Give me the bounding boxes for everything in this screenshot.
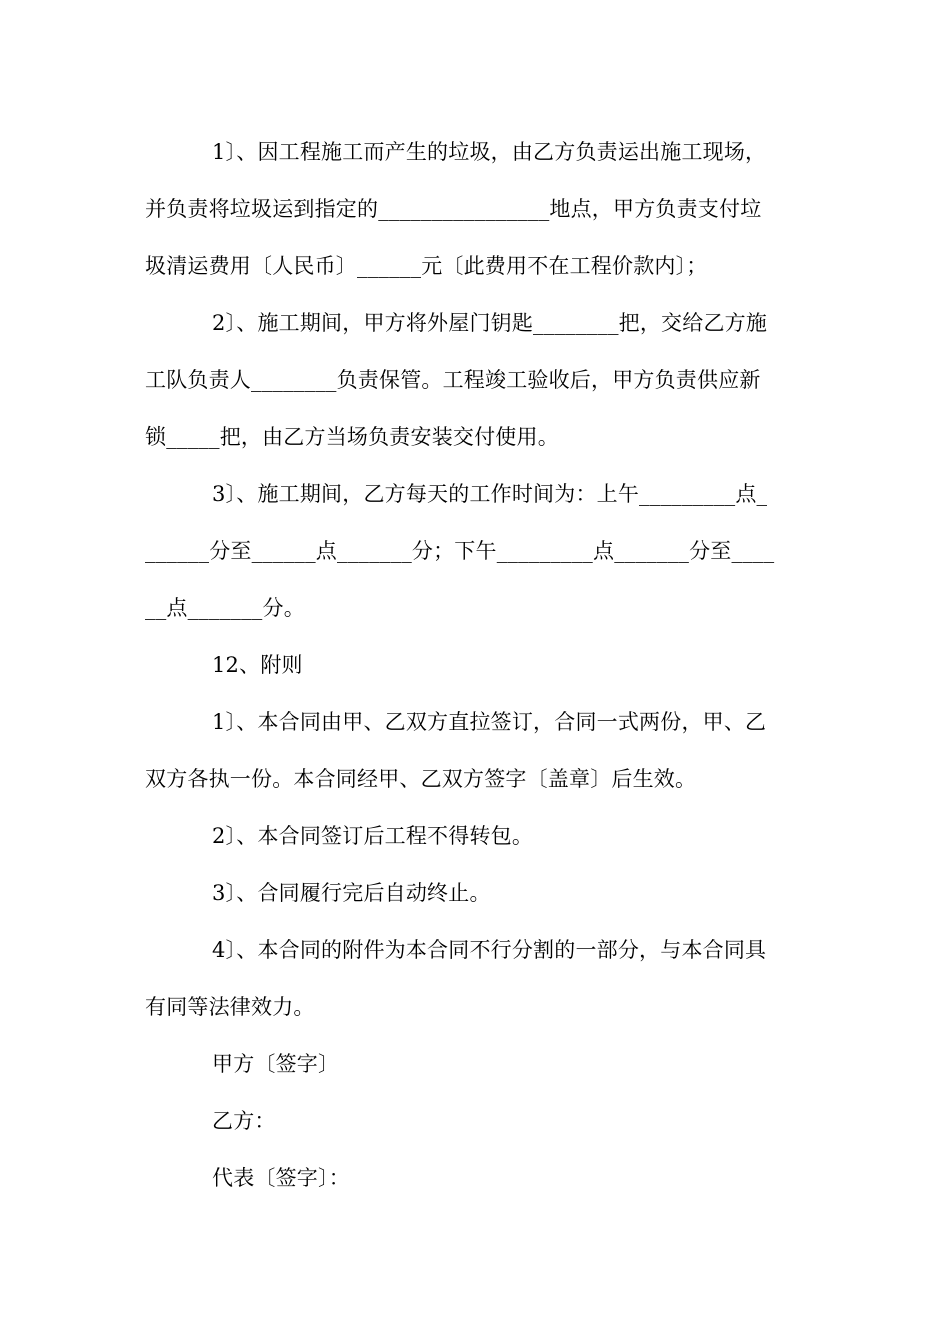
clause-12-2: 2〕、本合同签订后工程不得转包。 [212, 824, 534, 848]
clause-11-2-line-3: 锁_____把，由乙方当场负责安装交付使用。 [145, 425, 559, 449]
clause-11-3-line-1: 3〕、施工期间，乙方每天的工作时间为：上午_________点_ [212, 482, 768, 506]
clause-11-2-line-1: 2〕、施工期间，甲方将外屋门钥匙________把，交给乙方施 [212, 311, 768, 335]
clause-11-3-line-3: __点_______分。 [145, 596, 305, 620]
clause-12-4-line-1: 4〕、本合同的附件为本合同不行分割的一部分，与本合同具 [212, 938, 767, 962]
clause-11-3-line-2: ______分至______点_______分；下午_________点_______分至____ [145, 539, 775, 563]
clause-11-1-line-3: 圾清运费用〔人民币〕______元〔此费用不在工程价款内〕； [145, 254, 708, 278]
party-a-signature-label: 甲方〔签字〕 [212, 1052, 340, 1076]
clause-11-1-line-1: 1〕、因工程施工而产生的垃圾，由乙方负责运出施工现场， [212, 140, 767, 164]
clause-11-2-line-2: 工队负责人________负责保管。工程竣工验收后，甲方负责供应新 [145, 368, 761, 392]
section-12-heading: 12、附则 [212, 653, 303, 677]
clause-12-3: 3〕、合同履行完后自动终止。 [212, 881, 491, 905]
clause-12-1-line-2: 双方各执一份。本合同经甲、乙双方签字〔盖章〕后生效。 [145, 767, 697, 791]
party-b-label: 乙方： [212, 1109, 276, 1133]
clause-12-4-line-2: 有同等法律效力。 [145, 995, 315, 1019]
clause-11-1-line-2: 并负责将垃圾运到指定的________________地点，甲方负责支付垃 [145, 197, 762, 221]
representative-signature-label: 代表〔签字〕： [212, 1166, 350, 1190]
clause-12-1-line-1: 1〕、本合同由甲、乙双方直拉签订，合同一式两份，甲、乙 [212, 710, 767, 734]
